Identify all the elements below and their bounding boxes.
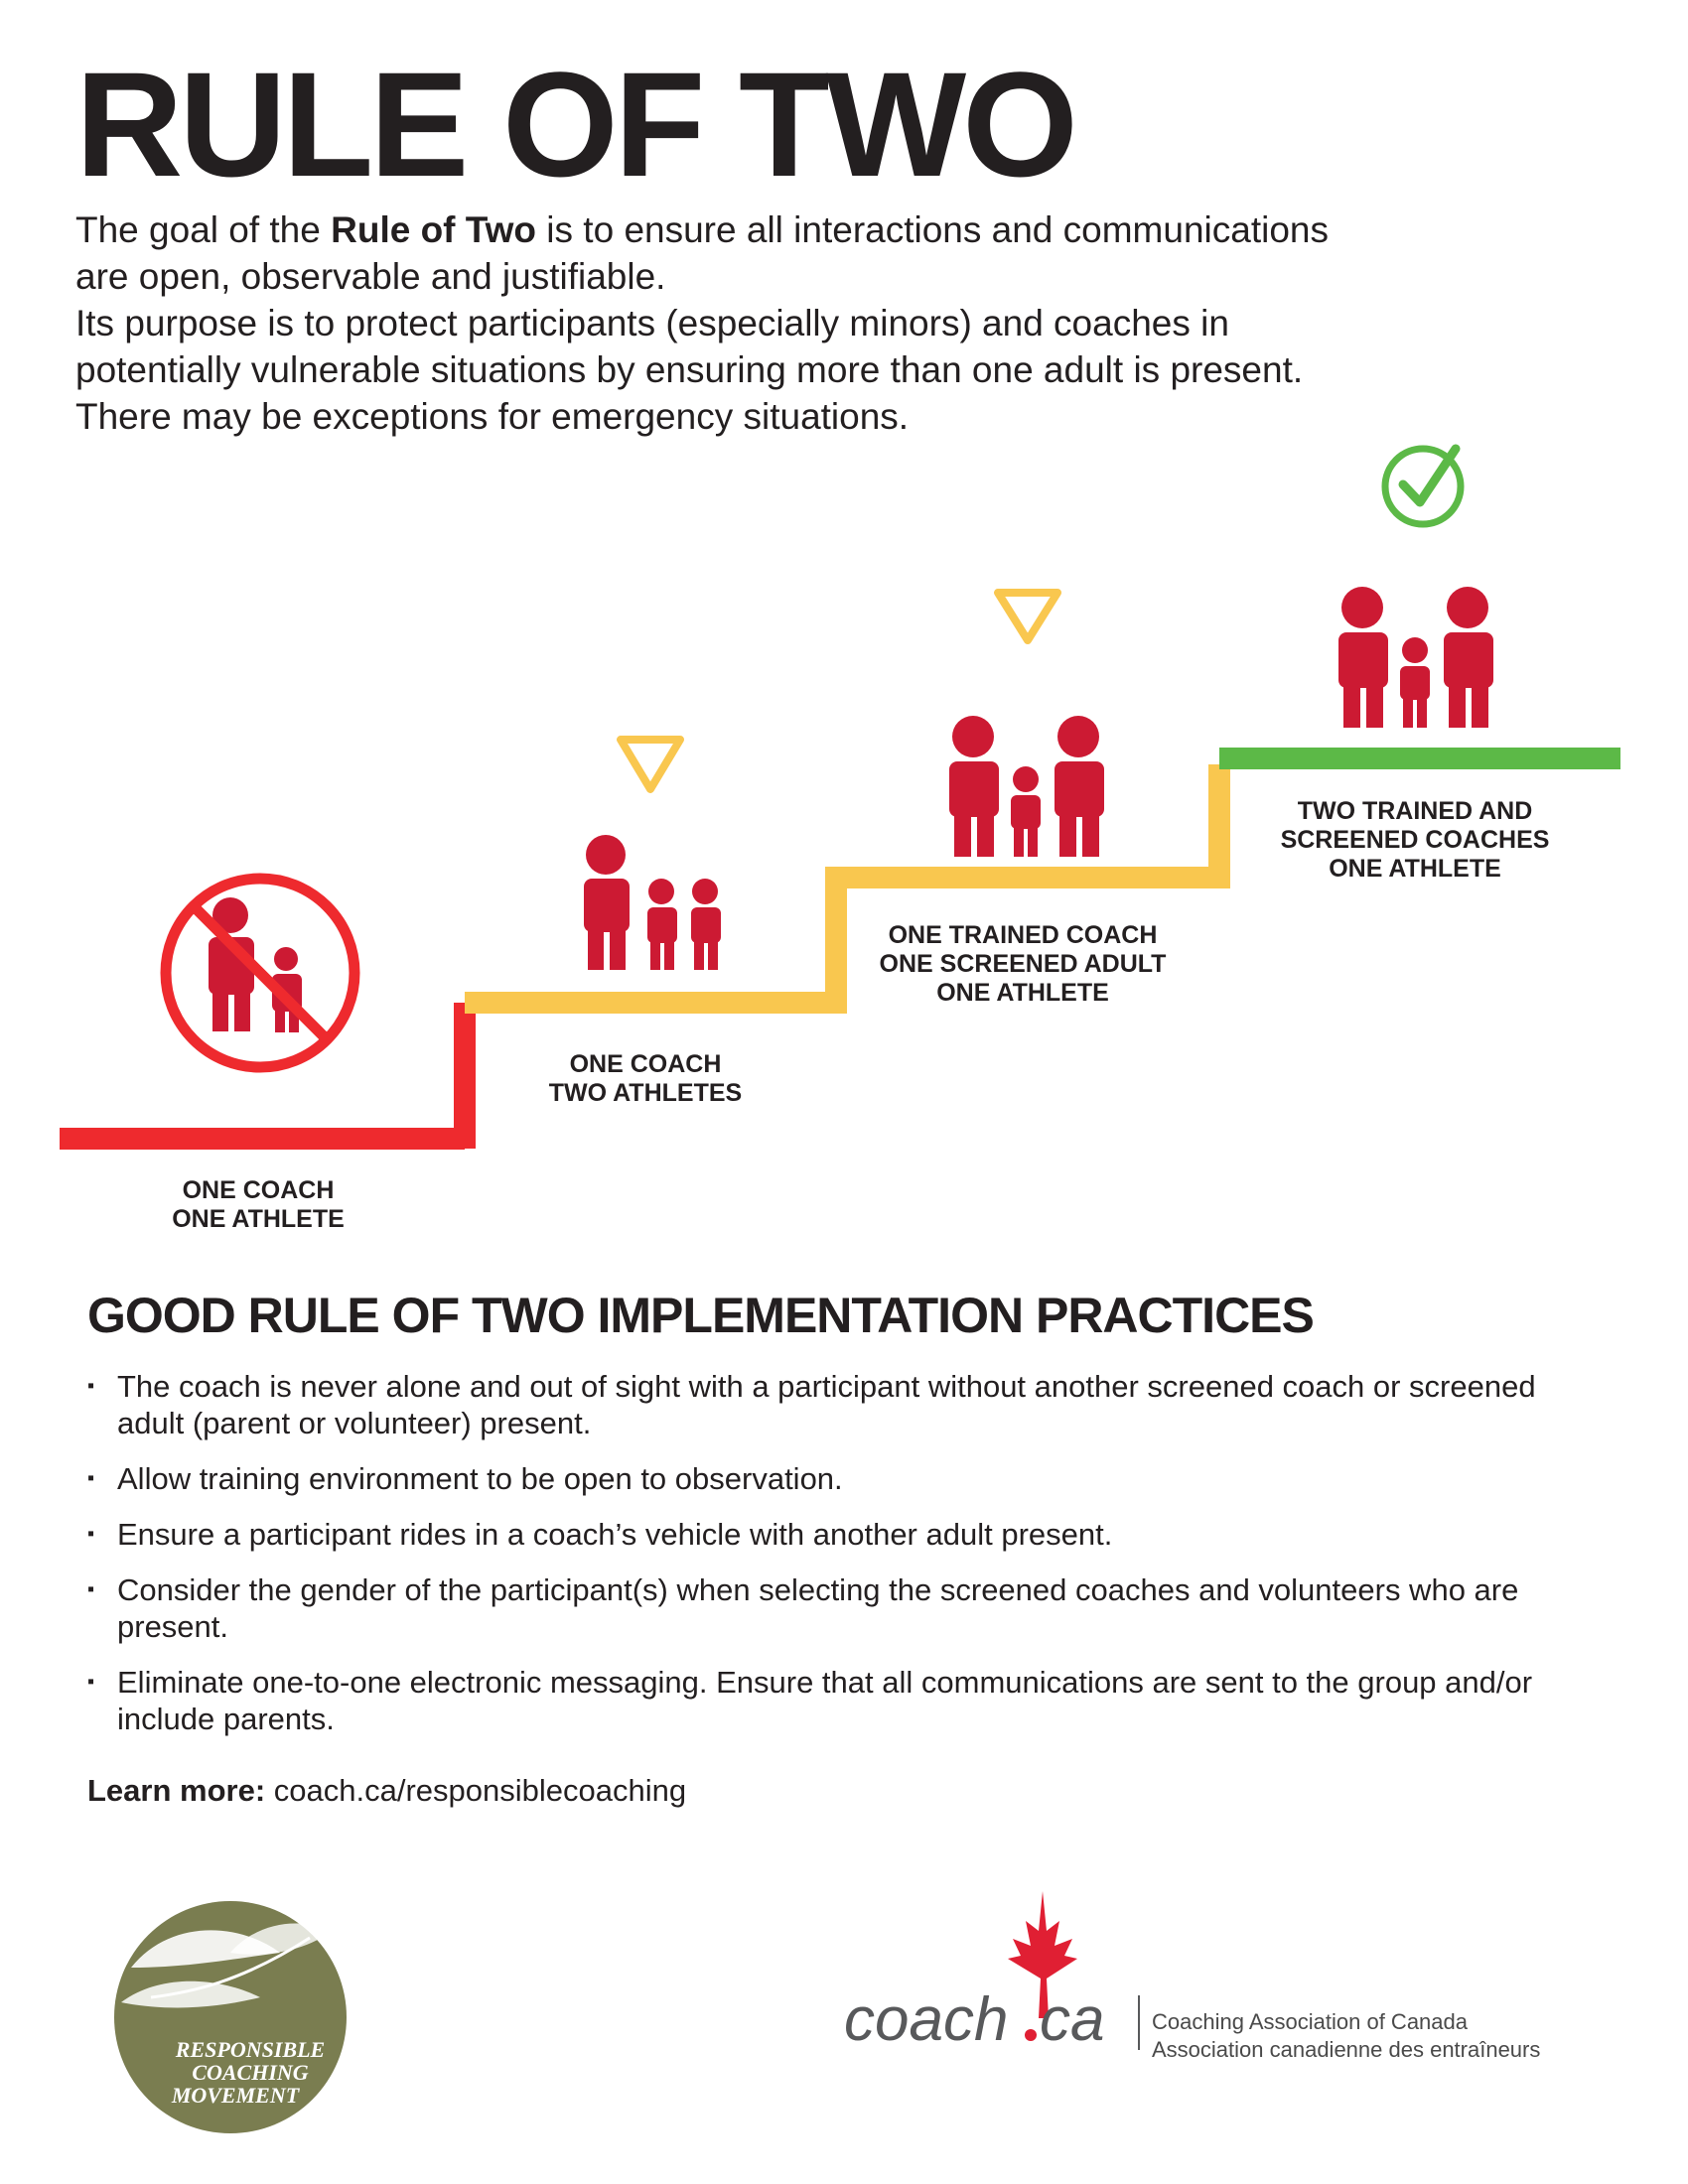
rcm-line-3: MOVEMENT <box>171 2083 300 2108</box>
practices-heading: GOOD RULE OF TWO IMPLEMENTATION PRACTICES <box>87 1288 1314 1343</box>
list-item: ▪ Allow training environment to be open to observation. <box>87 1460 1577 1497</box>
yield-icon <box>998 593 1057 640</box>
step-1-label: ONE COACH ONE ATHLETE <box>172 1176 345 1233</box>
checkmark-icon <box>1385 449 1461 524</box>
yield-icon <box>621 740 680 789</box>
no-entry-icon <box>166 879 354 1067</box>
intro-prefix: The goal of the <box>75 209 332 250</box>
responsible-coaching-movement-logo <box>111 1898 350 2136</box>
page-title: RULE OF TWO <box>75 41 1074 207</box>
org-name-fr: Association canadienne des entraîneurs <box>1152 2037 1541 2062</box>
rcm-line-2: COACHING <box>192 2060 309 2085</box>
list-item: ▪ Eliminate one-to-one electronic messaging. Ensure that all communications are sent to the group and/or include parents. <box>87 1664 1577 1737</box>
learn-more-label: Learn more: <box>87 1773 266 1808</box>
two-adults-one-athlete-icon <box>949 716 1104 857</box>
intro-purpose: Its purpose is to protect participants (especially minors) and coaches in potentially vulnerable situations by ensuring more than one adult is present. There may be exceptions for emergency situations. <box>75 303 1304 437</box>
practices-list <box>87 1368 1577 1756</box>
logo-dot <box>1025 2029 1037 2041</box>
logo-divider <box>1138 1995 1140 2050</box>
rcm-line-1: RESPONSIBLE <box>175 2037 326 2062</box>
list-item: ▪ Ensure a participant rides in a coach’s vehicle with another adult present. <box>87 1516 1577 1553</box>
step-4-label: TWO TRAINED AND SCREENED COACHES ONE ATHLETE <box>1280 797 1550 883</box>
org-name-en: Coaching Association of Canada <box>1152 2009 1468 2034</box>
intro-suffix: is to ensure all interactions and communications are open, observable and justifiable. <box>75 209 1329 297</box>
coach-and-two-athletes-icon <box>584 835 721 970</box>
coach-ca-logo <box>844 1891 1162 2070</box>
learn-more <box>87 1773 686 1809</box>
coach-wordmark: coach <box>844 1985 1009 2054</box>
intro-bold: Rule of Two <box>331 209 537 250</box>
intro-paragraph <box>75 206 1366 440</box>
ca-wordmark: ca <box>1040 1985 1105 2054</box>
list-item: ▪ Consider the gender of the participant(s) when selecting the screened coaches and volunteers who are present. <box>87 1571 1577 1645</box>
step-3-label: ONE TRAINED COACH ONE SCREENED ADULT ONE ATHLETE <box>879 921 1167 1007</box>
step-2-label: ONE COACH TWO ATHLETES <box>548 1050 743 1107</box>
learn-more-link[interactable]: coach.ca/responsiblecoaching <box>273 1773 687 1808</box>
list-item: ▪ The coach is never alone and out of sight with a participant without another screened coach or screened adult (parent or volunteer) present. <box>87 1368 1577 1441</box>
two-coaches-one-athlete-icon <box>1338 587 1493 728</box>
